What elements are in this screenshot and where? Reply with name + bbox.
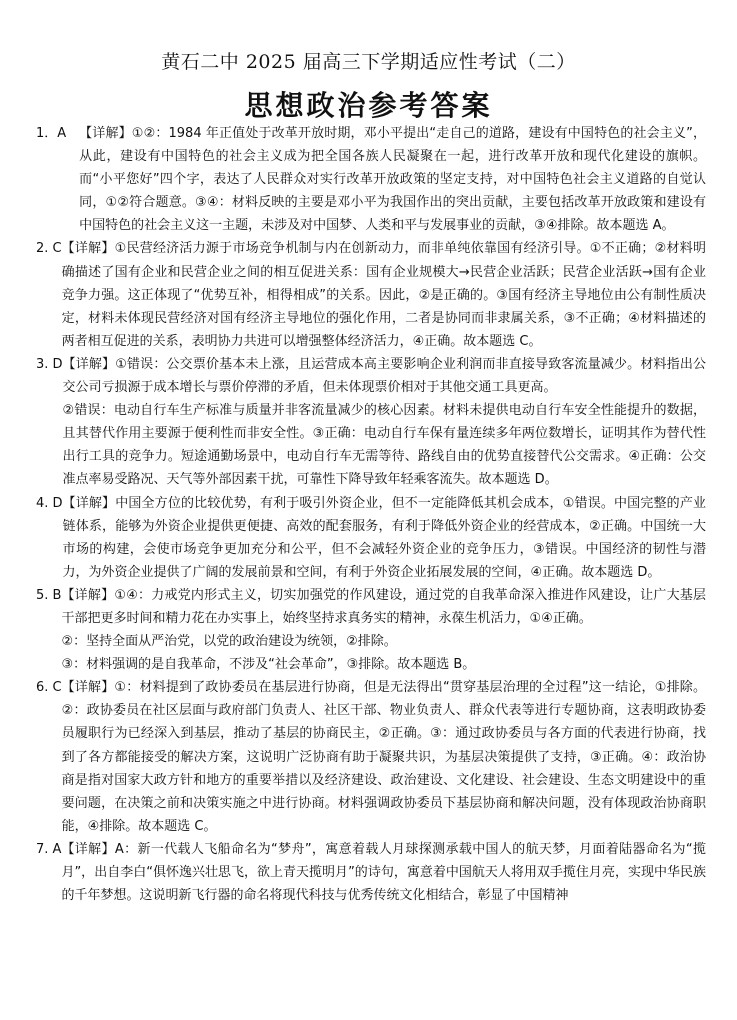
answer-explanation [79, 122, 706, 237]
answer-item-7 [36, 838, 706, 907]
explanation-paragraph: 【详解】A：新一代载人飞船命名为“梦舟”，寓意着载人月球探测承载中国人的航天梦，月面着陆器命名为“揽月”，出自李白“俱怀逸兴壮思飞，欲上青天揽明月”的诗句，寓意着中国航天人将用双手揽住月亮，实现中华民族的千年梦想。这说明新飞行器的命名将现代科技与优秀传统文化相结合，彰显了中国精神 [61, 841, 706, 904]
answer-explanation [63, 353, 706, 492]
answer-explanation [63, 492, 706, 584]
answer-number: 4. D [36, 495, 63, 511]
answer-number: 1．A [36, 126, 80, 141]
answer-item-5 [36, 584, 706, 676]
answer-number: 6. C [36, 680, 62, 696]
explanation-paragraph: 【详解】①：材料提到了政协委员在基层进行协商，但是无法得出“贯穿基层治理的全过程”这一结论，①排除。②：政协委员在社区层面与政府部门负责人、社区干部、物业负责人、群众代表等进行专题协商，这表明政协委员履职行为已经深入到基层，推动了基层的协商民主，②正确。③：通过政协委员与各方面的代表进行协商，找到了各方都能接受的解决方案，这说明广泛协商有助于凝聚共识，为基层决策提供了支持，③正确。④：政治协商是指对国家大政方针和地方的重要举措以及经济建设、政治建设、文化建设、社会建设、生态文明建设中的重要问题，在决策之前和决策实施之中进行协商。材料强调政协委员下基层协商和解决问题，没有体现政治协商职能，④排除。故本题选 C。 [61, 680, 706, 834]
answer-number: 7. A [36, 841, 62, 857]
explanation-paragraph: 【详解】中国全方位的比较优势，有利于吸引外资企业，但不一定能降低其机会成本，①错误。中国完整的产业链体系，能够为外资企业提供更便捷、高效的配套服务，有利于降低外资企业的经营成本，②正确。中国统一大市场的构建，会使市场竞争更加充分和公平，但不会减轻外资企业的竞争压力，③错误。中国经济的韧性与潜力，为外资企业提供了广阔的发展前景和空间，有利于外资企业拓展发展的空间，④正确。故本题选 D。 [62, 495, 706, 580]
explanation-paragraph: ②：坚持全面从严治党，以党的政治建设为统领，②排除。 [61, 634, 397, 650]
answer-number: 2. C [36, 241, 62, 257]
answer-explanation [62, 237, 706, 352]
explanation-paragraph: ②错误：电动自行车生产标准与质量并非客流量减少的核心因素。材料未提供电动自行车安全性能提升的数据，且其替代作用主要源于便利性而非安全性。③正确：电动自行车保有量连续多年两位数增长，证明其作为替代性出行工具的竞争力。短途通勤场景中，电动自行车无需等待、路线自由的优势直接替代公交需求。④正确：公交准点率易受路况、天气等外部因素干扰，可靠性下降导致年轻乘客流失。故本题选 D。 [62, 403, 706, 488]
explanation-paragraph: 【详解】①民营经济活力源于市场竞争机制与内在创新动力，而非单纯依靠国有经济引导。①不正确；②材料明确描述了国有企业和民营企业之间的相互促进关系：国有企业规模大→民营企业活跃；民营企业活跃→国有企业竞争力强。这正体现了“优势互补，相得相成”的关系。因此，②是正确的。③国有经济主导地位由公有制性质决定，材料未体现民营经济对国有经济主导地位的强化作用，二者是协同而非隶属关系，③不正确；④材料描述的两者相互促进的关系，表明协力共进可以增强整体经济活力，④正确。故本题选 C。 [61, 241, 706, 349]
answer-list [36, 122, 706, 907]
answer-explanation [61, 838, 706, 907]
explanation-paragraph: ③：材料强调的是自我革命，不涉及“社会革命”，③排除。故本题选 B。 [61, 657, 476, 673]
explanation-paragraph: 【详解】①②：1984 年正值处于改革开放时期，邓小平提出“走自己的道路，建设有中国特色的社会主义”，从此，建设有中国特色的社会主义成为把全国各族人民凝聚在一起，进行改革开放和现代化建设的旗帜。而“小平您好”四个字，表达了人民群众对实行改革开放政策的坚定支持，对中国特色社会主义道路的自觉认同，①②符合题意。③④：材料反映的主要是邓小平为我国作出的突出贡献，主要包括改革开放政策和建设有中国特色的社会主义这一主题，未涉及对中国梦、人类和平与发展事业的贡献，③④排除。故本题选 A。 [79, 126, 706, 234]
answer-number: 5. B [36, 587, 62, 603]
document-subtitle: 思想政治参考答案 [244, 89, 493, 122]
answer-explanation [62, 676, 706, 838]
answer-explanation [61, 584, 706, 676]
answer-item-6 [36, 676, 706, 838]
answer-item-2 [36, 237, 706, 352]
exam-title: 黄石二中 2025 届高三下学期适应性考试（二） [161, 51, 576, 73]
answer-item-3 [36, 353, 706, 492]
answer-item-1 [36, 122, 706, 237]
explanation-paragraph: 【详解】①④：力戒党内形式主义，切实加强党的作风建设，通过党的自我革命深入推进作风建设，让广大基层干部把更多时间和精力花在办实事上，始终坚持求真务实的精神，永葆生机活力，①④正确。 [61, 587, 706, 626]
answer-item-4 [36, 492, 706, 584]
explanation-paragraph: 【详解】①错误：公交票价基本未上涨，且运营成本高主要影响企业利润而非直接导致客流量减少。材料指出公交公司亏损源于成本增长与票价停滞的矛盾，但未体现票价相对于其他交通工具更高。 [62, 356, 706, 396]
answer-number: 3. D [36, 356, 63, 372]
